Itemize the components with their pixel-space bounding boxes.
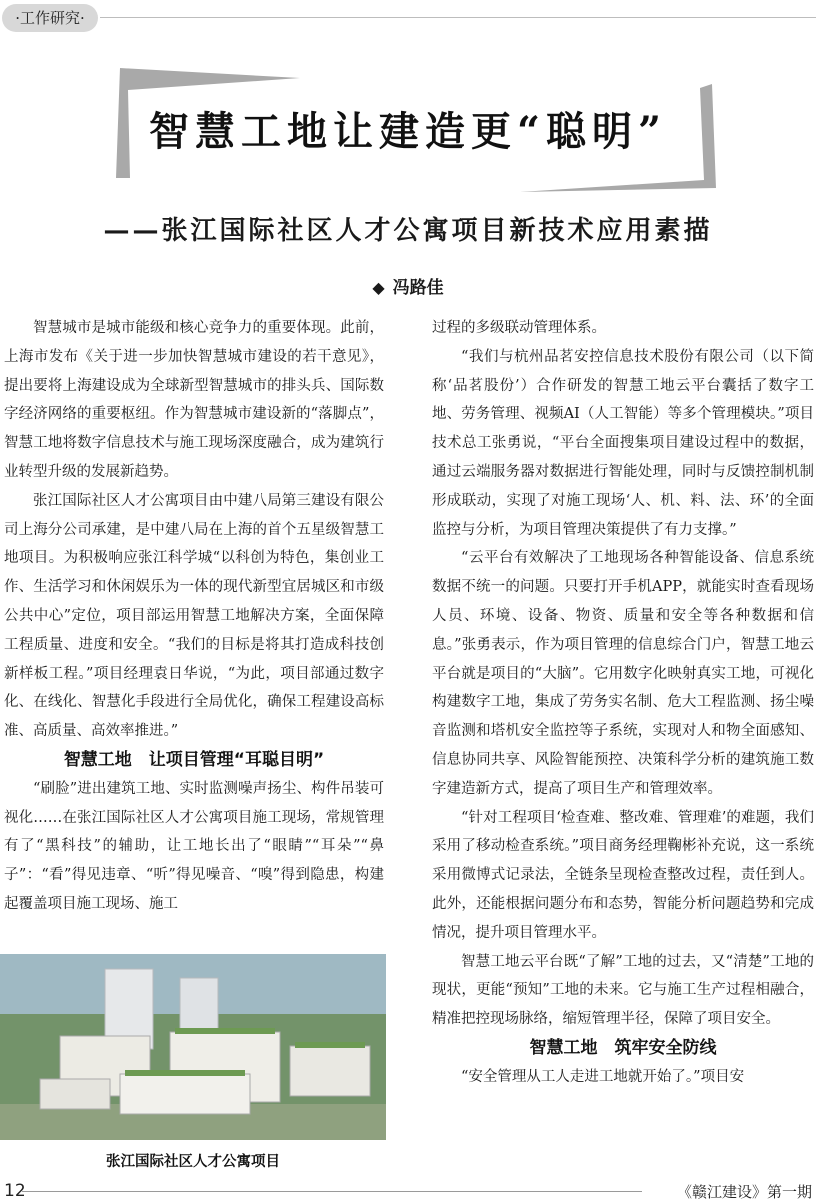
author-name: 冯路佳 [392, 278, 444, 298]
figure-caption: 张江国际社区人才公寓项目 [106, 1154, 280, 1170]
paragraph: “云平台有效解决了工地现场各种智能设备、信息系统数据不统一的问题。只要打开手机APP，就能实时查看现场人员、环境、设备、物资、质量和安全等各种数据和信息。”张勇表示，作为项目管理的信息综合门户，智慧工地云平台就是项目的“大脑”。它用数字化映射真实工地，可视化构建数字工地，集成了劳务实名制、危大工程监测、扬尘噪音监测和塔机安全监控等子系统，实现对人和物全面感知、信息协同共享、风险智能预控、决策科学分析的建筑施工数字建造新方式，提高了项目生产和管理效率。 [432, 550, 814, 797]
diamond-icon: ◆ [372, 278, 385, 297]
journal-name: 《赣江建设》第一期 [676, 1183, 812, 1201]
paragraph: 智慧工地云平台既“了解”工地的过去，又“清楚”工地的现状，更能“预知”工地的未来。它与施工生产过程相融合，精准把控现场脉络，缩短管理半径，保障了项目安全。 [432, 953, 814, 1028]
right-column [432, 314, 814, 1092]
section-heading: 智慧工地 筑牢安全防线 [529, 1037, 717, 1058]
footer-rule [22, 1191, 642, 1192]
page-number: 12 [4, 1181, 26, 1201]
section-tag: ·工作研究· [2, 4, 98, 32]
paragraph: 智慧城市是城市能级和核心竞争力的重要体现。此前，上海市发布《关于进一步加快智慧城市建设的若干意见》，提出要将上海建设成为全球新型智慧城市的排头兵、国际数字经济网络的重要枢纽。作为智慧城市建设新的“落脚点”，智慧工地将数字信息技术与施工现场深度融合，成为建筑行业转型升级的发展新趋势。 [4, 320, 384, 480]
building-illustration [0, 954, 386, 1140]
paragraph: “安全管理从工人走进工地就开始了。”项目安 [461, 1068, 745, 1085]
header-rule [100, 17, 816, 18]
paragraph: 张江国际社区人才公寓项目由中建八局第三建设有限公司上海分公司承建，是中建八局在上海的首个五星级智慧工地项目。为积极响应张江科学城“以科创为特色，集创业工作、生活学习和休闲娱乐为一体的现代新型宜居城区和市级公共中心”定位，项目部运用智慧工地解决方案，全面保障工程质量、进度和安全。“我们的目标是将其打造成科技创新样板工程。”项目经理袁日华说，“为此，项目部通过数字化、在线化、智慧化手段进行全局优化，确保工程建设高标准、高质量、高效率推进。” [4, 492, 384, 740]
article-subtitle: ——张江国际社区人才公寓项目新技术应用素描 [103, 216, 713, 246]
left-column [4, 314, 384, 919]
author-line [0, 273, 816, 298]
paragraph: “我们与杭州品茗安控信息技术股份有限公司（以下简称‘品茗股份’）合作研发的智慧工地云平台囊括了数字工地、劳务管理、视频AI（人工智能）等多个管理模块。”项目技术总工张勇说，“平台全面搜集项目建设过程中的数据，通过云端服务器对数据进行智能处理，同时与反馈控制机制形成联动，实现了对施工现场‘人、机、料、法、环’的全面监控与分析，为项目管理决策提供了有力支撑。” [432, 348, 814, 538]
article-title: 智慧工地让建造更“聪明” [148, 108, 667, 155]
paragraph: “刷脸”进出建筑工地、实时监测噪声扬尘、构件吊装可视化……在张江国际社区人才公寓项目施工现场，常规管理有了“黑科技”的辅助，让工地长出了“眼睛”“耳朵”“鼻子”：“看”得见违章、“听”得见噪音、“嗅”得到隐患，构建起覆盖项目施工现场、施工 [4, 780, 384, 912]
paragraph: 过程的多级联动管理体系。 [432, 320, 606, 336]
section-heading: 智慧工地 让项目管理“耳聪目明” [63, 749, 325, 770]
paragraph: “针对工程项目‘检查难、整改难、管理难’的难题，我们采用了移动检查系统。”项目商务经理鞠彬补充说，这一系统采用微博式记录法，全链条呈现检查整改过程，责任到人。此外，还能根据问题分布和态势，智能分析问题趋势和完成情况，提升项目管理水平。 [432, 809, 814, 941]
apartment-rendering-image [0, 954, 386, 1140]
